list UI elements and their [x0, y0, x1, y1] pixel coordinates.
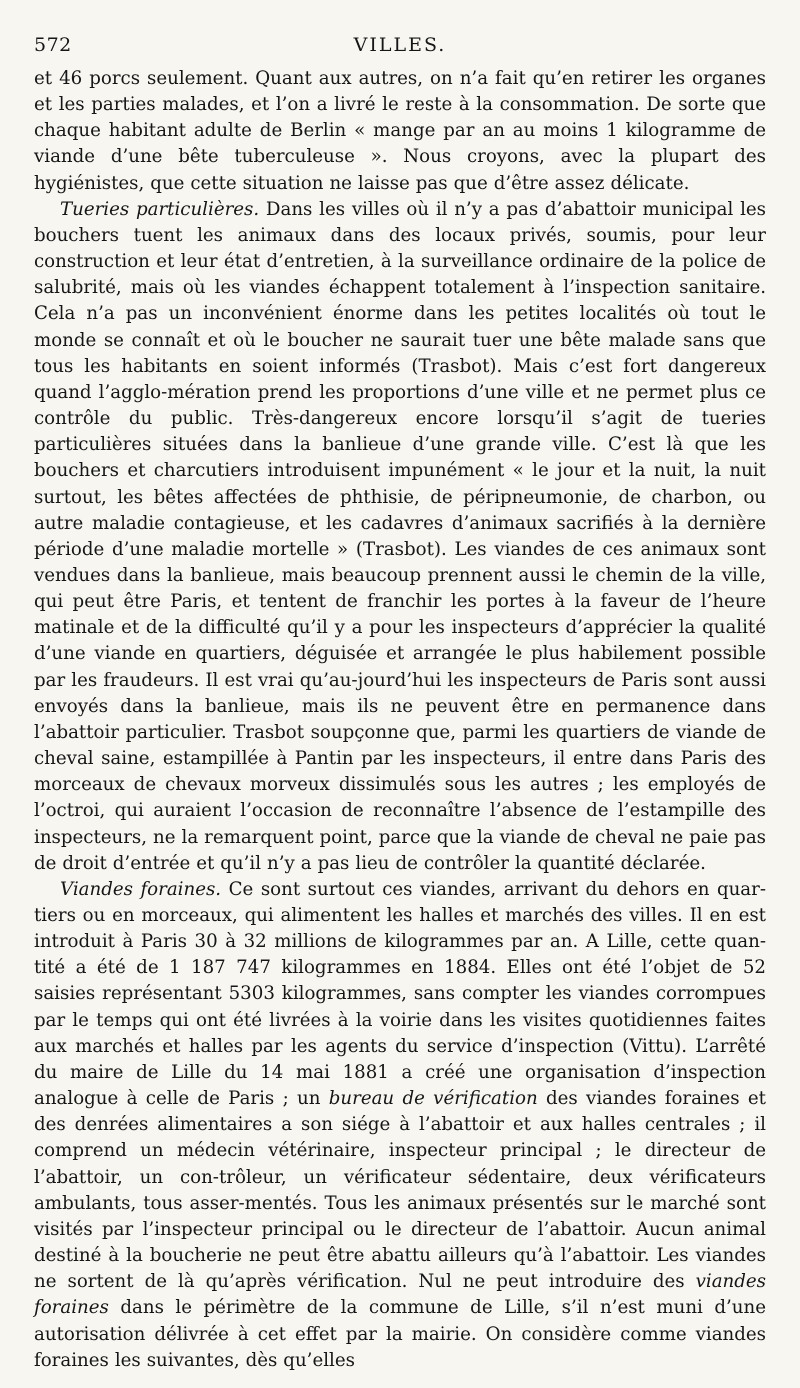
paragraph-text: dans le périmètre de la commune de Lille, s’il n’est muni d’une autorisation délivrée à cet effet par la mairie. On considère comme viandes foraines les suivantes, dès qu’elles	[34, 1297, 766, 1371]
emphasis-bureau-de-verification: bureau de vérification	[328, 1088, 538, 1110]
section-heading-viandes-foraines: Viandes foraines.	[60, 878, 222, 900]
paragraph-text: Dans les villes où il n’y a pas d’abattoir municipal les bouchers tuent les animaux dans des locaux privés, soumis, pour leur construction et leur état d’entretien, à la surveillance ordinaire de la police de salubrité, mais où les viandes échappent totalement à l’inspection sanitaire. Cela n’a pas un inconvénient énorme dans les petites localités où tout le monde se connaît et où le boucher ne saurait tuer une bête malade sans que tous les habitants en soient informés (Trasbot). Mais c’est fort dangereux quand l’agglo-mération prend les proportions d’une ville et ne permet plus ce contrôle du public. Très-dangereux encore lorsqu’il s’agit de tueries particulières situées dans la banlieue d’une grande ville. C’est là que les bouchers et charcutiers introduisent impunément « le jour et la nuit, la nuit surtout, les bêtes affectées de phthisie, de péripneumonie, de charbon, ou autre maladie contagieuse, et les cadavres d’animaux sacrifiés à la dernière période d’une maladie mortelle » (Trasbot). Les viandes de ces animaux sont vendues dans la banlieue, mais beaucoup prennent aussi le chemin de la ville, qui peut être Paris, et tentent de franchir les portes à la faveur de l’heure matinale et de la difficulté qu’il y a pour les inspecteurs d’apprécier la qualité d’une viande en quartiers, déguisée et arrangée le plus habilement possible par les fraudeurs. Il est vrai qu’au-jourd’hui les inspecteurs de Paris sont aussi envoyés dans la banlieue, mais ils ne peuvent être en permanence dans l’abattoir particulier. Trasbot soupçonne que, parmi les quartiers de viande de cheval saine, estampillée à Pantin par les inspecteurs, il entre dans Paris des morceaux de chevaux morveux dissimulés sous les autres ; les employés de l’octroi, qui auraient l’occasion de reconnaître l’absence de l’estampille des inspecteurs, ne la remarquent point, parce que la viande de cheval ne paie pas de droit d’entrée et qu’il n’y a pas lieu de contrôler la quantité déclarée.	[34, 198, 766, 874]
paragraph-berlin-tuberculosis	[34, 66, 766, 197]
page-number: 572	[34, 34, 72, 56]
paragraph-viandes-foraines	[34, 877, 766, 1374]
body-text	[34, 66, 766, 1374]
section-title: VILLES.	[353, 34, 447, 56]
paragraph-text: et 46 porcs seulement. Quant aux autres, on n’a fait qu’en retirer les organes et les parties malades, et l’on a livré le reste à la consommation. De sorte que chaque habitant adulte de Berlin « mange par an au moins 1 kilogramme de viande d’une bête tuberculeuse ». Nous croyons, avec la plupart des hygiénistes, que cette situation ne laisse pas que d’être assez délicate.	[34, 68, 766, 194]
emphasis-viandes-foraines: viandes foraines	[34, 1271, 766, 1319]
paragraph-tueries-particulieres	[34, 197, 766, 877]
paragraph-text: des viandes foraines et des denrées alimentaires a son siége à l’abattoir et aux halles centrales ; il comprend un médecin vétérinaire, inspecteur principal ; le directeur de l’abattoir, un con-trôleur, un vérificateur sédentaire, deux vérificateurs ambulants, tous asser-mentés. Tous les animaux présentés sur le marché sont visités par l’inspecteur principal ou le directeur de l’abattoir. Aucun animal destiné à la boucherie ne peut être abattu ailleurs qu’à l’abattoir. Les viandes ne sortent de là qu’après vérification. Nul ne peut introduire des	[34, 1088, 766, 1293]
running-header	[34, 26, 766, 66]
section-heading-tueries-particulieres: Tueries particulières.	[60, 198, 260, 220]
paragraph-text: Ce sont surtout ces viandes, arrivant du dehors en quar-tiers ou en morceaux, qui alimentent les halles et marchés des villes. Il en est introduit à Paris 30 à 32 millions de kilogrammes par an. A Lille, cette quan-tité a été de 1 187 747 kilogrammes en 1884. Elles ont été l’objet de 52 saisies représentant 5303 kilogrammes, sans compter les viandes corrompues par le temps qui ont été livrées à la voirie dans les visites quotidiennes faites aux marchés et halles par les agents du service d’inspection (Vittu). L’arrêté du maire de Lille du 14 mai 1881 a créé une organisation d’inspection analogue à celle de Paris ; un	[34, 878, 766, 1110]
